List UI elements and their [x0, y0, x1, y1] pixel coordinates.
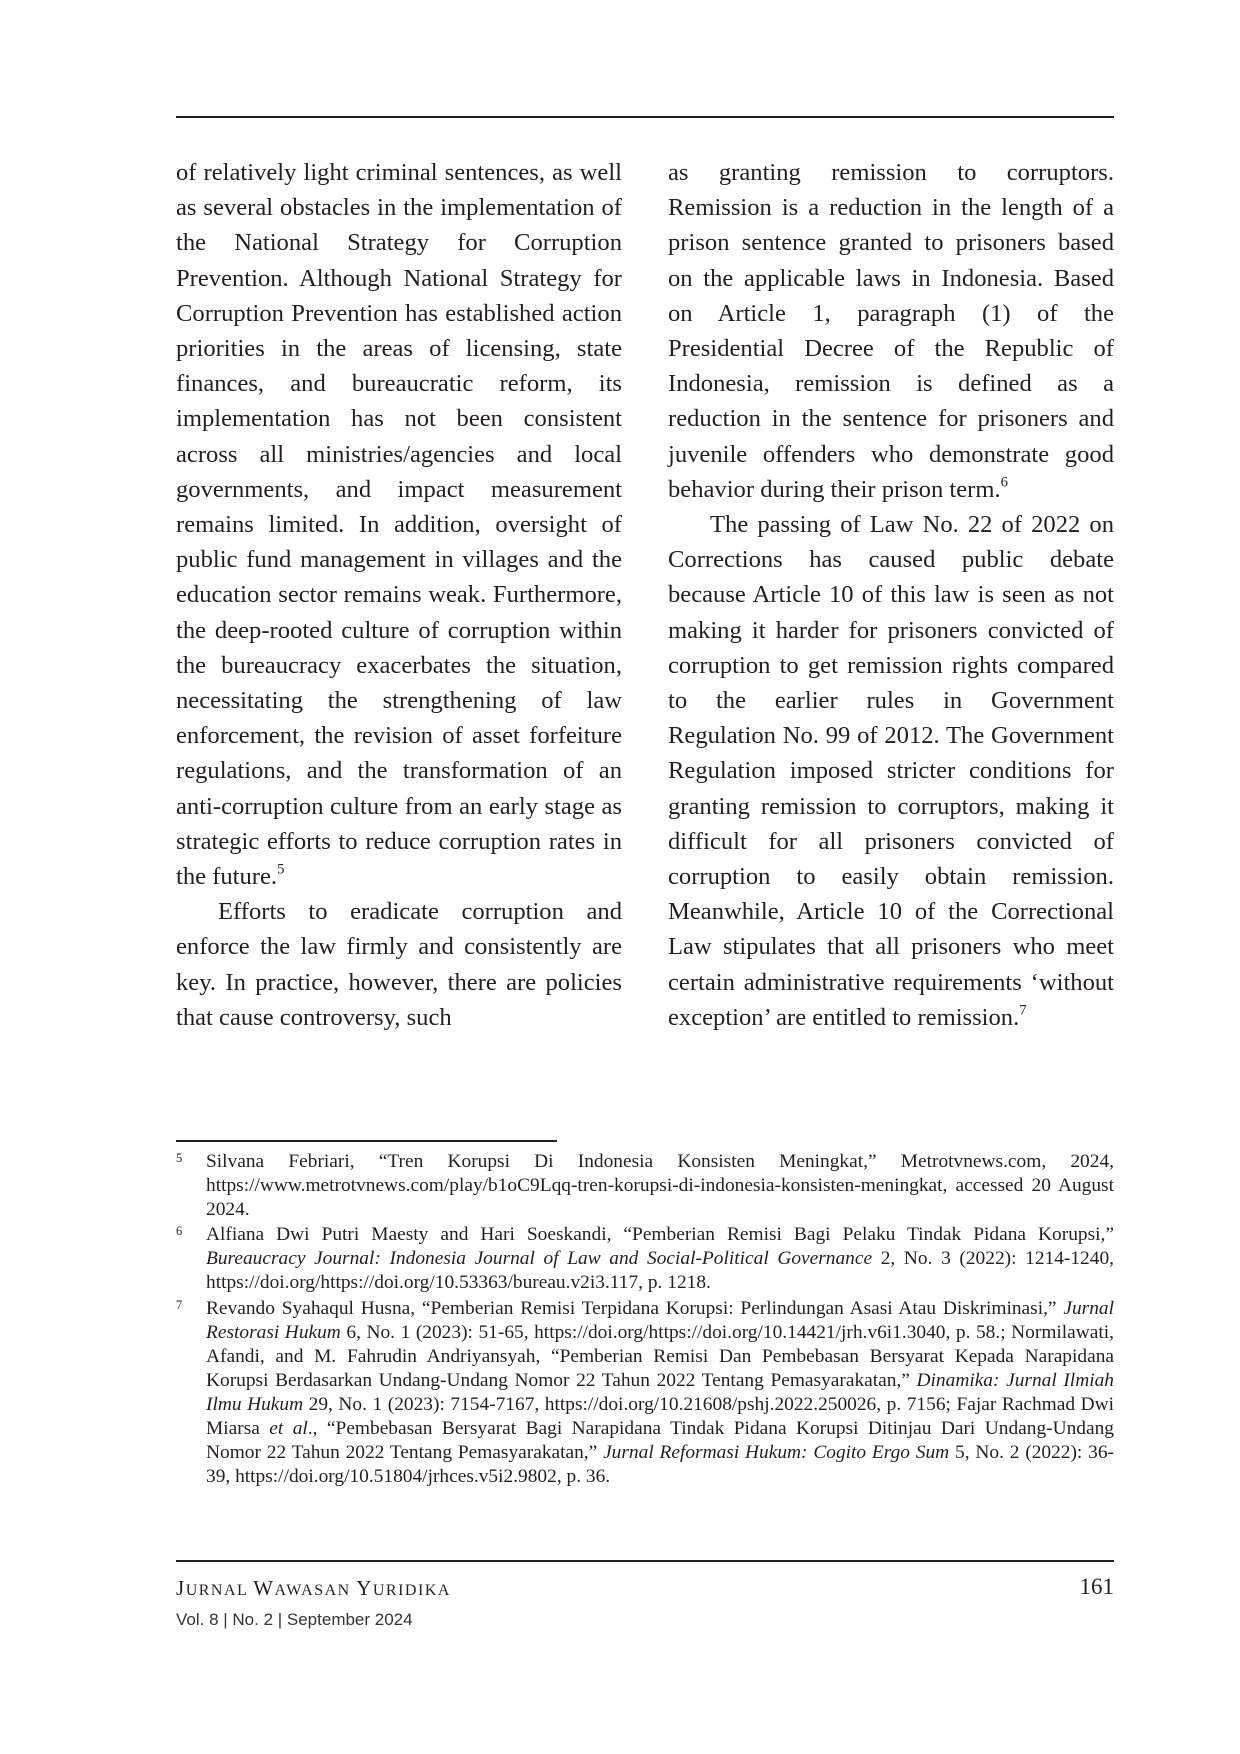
footer-rule [176, 1560, 1114, 1562]
header-rule [176, 116, 1114, 118]
footnote-number: 7 [176, 1297, 183, 1312]
page-number: 161 [1079, 1574, 1114, 1599]
footnote-text: Revando Syahaqul Husna, “Pemberian Remisi Terpidana Korupsi: Perlindungan Asasi Atau Diskriminasi,” Jurnal Restorasi Hukum 6, No. 1 (2023): 51-65, https://doi.org/https://doi.org/10.14421/jrh.v6i1.3040, p. 58.; Normilawati, Afandi, and M. Fahrudin Andriyansyah, “Pemberian Remisi Dan Pembebasan Bersyarat Kepada Narapidana Korupsi Berdasarkan Undang-Undang Nomor 22 Tahun 2022 Tentang Pemasyarakatan,” Dinamika: Jurnal Ilmiah Ilmu Hukum 29, No. 1 (2023): 7154-7167, https://doi.org/10.21608/pshj.2022.250026, p. 7156; Fajar Rachmad Dwi Miarsa et al., “Pembebasan Bersyarat Bagi Narapidana Tindak Pidana Korupsi Ditinjau Dari Undang-Undang Nomor 22 Tahun 2022 Tentang Pemasyarakatan,” Jurnal Reformasi Hukum: Cogito Ergo Sum 5, No. 2 (2022): 36-39, https://doi.org/10.51804/jrhces.v5i2.9802, p. 36. [206, 1297, 1115, 1488]
body-paragraph: as granting remission to corruptors. Remission is a reduction in the length of a prison sentence granted to prisoners based on the applicable laws in Indonesia. Based on Article 1, paragraph (1) of the Presidential Decree of the Republic of Indonesia, remission is defined as a reduction in the sentence for prisoners and juvenile offenders who demonstrate good behavior during their prison term.$^6$ [668, 159, 1114, 503]
right-column [668, 155, 1114, 1035]
footnote [176, 1223, 1114, 1295]
footnote [176, 1297, 1114, 1490]
footnote-ref[interactable]: 5 [277, 861, 285, 878]
footnote-separator [176, 1140, 557, 1142]
footnote-text: Alfiana Dwi Putri Maesty and Hari Soeskandi, “Pemberian Remisi Bagi Pelaku Tindak Pidana Korupsi,” Bureaucracy Journal: Indonesia Journal of Law and Social-Political Governance 2, No. 3 (2022): 1214-1240, https://doi.org/https://doi.org/10.53363/bureau.v2i3.117, p. 1218. [206, 1224, 1114, 1294]
footnotes [176, 1150, 1114, 1490]
issue-info: Vol. 8 | No. 2 | September 2024 [176, 1610, 413, 1629]
footnote-number: 5 [176, 1151, 183, 1165]
body-paragraph: The passing of Law No. 22 of 2022 on Corrections has caused public debate because Article 10 of this law is seen as not making it harder for prisoners convicted of corruption to get remission rights compared to the earlier rules in Government Regulation No. 99 of 2012. The Government Regulation imposed stricter conditions for granting remission to corruptors, making it difficult for all prisoners convicted of corruption to easily obtain remission. Meanwhile, Article 10 of the Correctional Law stipulates that all prisoners who meet certain administrative requirements ‘without exception’ are entitled to remission.$^7$ [668, 511, 1114, 1031]
footnote [176, 1150, 1114, 1222]
journal-name: JURNAL WAWASAN YURIDIKA [176, 1576, 451, 1600]
body-paragraph: of relatively light criminal sentences, as well as several obstacles in the implementation of the National Strategy for Corruption Prevention. Although National Strategy for Corruption Prevention has established action priorities in the areas of licensing, state finances, and bureaucratic reform, its implementation has not been consistent across all ministries/agencies and local governments, and impact measurement remains limited. In addition, oversight of public fund management in villages and the education sector remains weak. Furthermore, the deep-rooted culture of corruption within the bureaucracy exacerbates the situation, necessitating the strengthening of law enforcement, the revision of asset forfeiture regulations, and the transformation of an anti-corruption culture from an early stage as strategic efforts to reduce corruption rates in the future.$^5$ [176, 159, 622, 891]
footnote-text: Silvana Febriari, “Tren Korupsi Di Indonesia Konsisten Meningkat,” Metrotvnews.com, 2024, https://www.metrotvnews.com/play/b1oC9Lqq-tren-korupsi-di-indonesia-konsisten-meningkat, accessed 20 August 2024. [206, 1151, 1114, 1221]
footnote-number: 6 [176, 1224, 183, 1239]
body-paragraph: Efforts to eradicate corruption and enforce the law firmly and consistently are key. In practice, however, there are policies that cause controversy, such [176, 898, 622, 1031]
left-column [176, 155, 622, 1035]
footnote-ref[interactable]: 7 [1019, 1002, 1027, 1019]
footnote-ref[interactable]: 6 [1000, 474, 1008, 491]
